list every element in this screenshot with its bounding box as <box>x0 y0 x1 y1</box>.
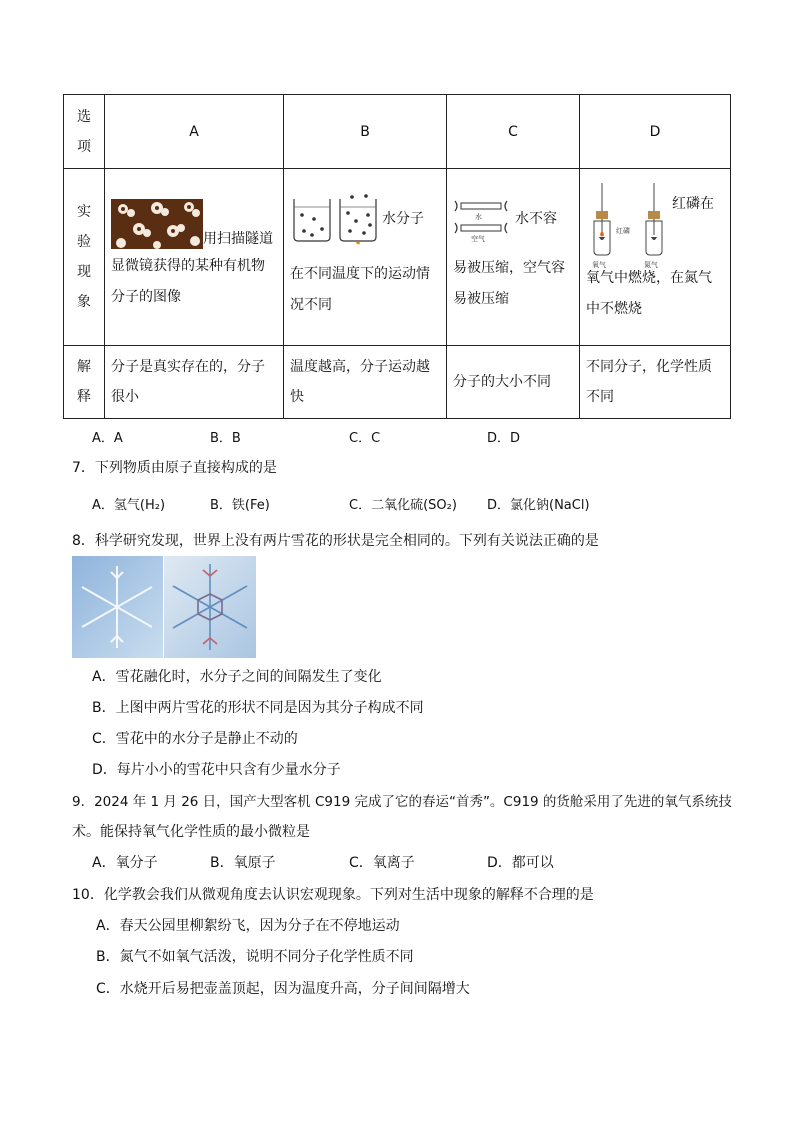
q6-option-c: C．C <box>349 431 381 446</box>
explain-label-cell <box>64 346 105 419</box>
q7-stem: 7．下列物质由原子直接构成的是 <box>72 460 277 476</box>
q8-option-d: D．每片小小的雪花中只含有少量水分子 <box>92 762 341 778</box>
q8-option-a: A．雪花融化时，水分子之间的间隔发生了变化 <box>92 669 382 685</box>
phenomenon-c-caption-inline: 水不容 <box>515 211 557 227</box>
q9-option-a: A．氧分子 <box>92 855 158 871</box>
phenomenon-a-caption-rest: 显微镜获得的某种有机物分子的图像 <box>111 258 265 305</box>
phenomenon-row <box>64 169 731 346</box>
q9-stem-line2: 术。能保持氧气化学性质的最小微粒是 <box>72 824 310 840</box>
q7-option-b: B．铁(Fe) <box>210 498 270 513</box>
q6-option-d: D．D <box>487 431 521 446</box>
q9-option-b: B．氧原子 <box>210 855 276 871</box>
fig-label-phosphorus: 红磷 <box>616 227 630 235</box>
explain-a: 分子是真实存在的，分子很小 <box>105 346 284 419</box>
q8-option-c: C．雪花中的水分子是静止不动的 <box>92 731 298 747</box>
q10-option-c: C．水烧开后易把壶盖顶起，因为温度升高，分子间间隔增大 <box>96 981 470 997</box>
q8-option-b: B．上图中两片雪花的形状不同是因为其分子构成不同 <box>92 700 424 716</box>
header-option-cell <box>64 95 105 169</box>
phenomenon-label: 实 验 现 象 <box>77 204 91 310</box>
q7-option-a: A．氢气(H₂) <box>92 498 166 513</box>
header-c: C <box>447 95 580 169</box>
phenomenon-b-cell <box>284 169 447 346</box>
syringe-compression-figure <box>453 195 511 243</box>
header-b: B <box>284 95 447 169</box>
beaker-molecules-figure <box>290 193 380 245</box>
phenomenon-c-caption-rest: 易被压缩，空气容易被压缩 <box>453 260 565 307</box>
phenomenon-d-caption-rest: 氧气中燃烧，在氮气中不燃烧 <box>586 270 712 317</box>
phenomenon-d-caption-inline: 红磷在 <box>672 196 714 212</box>
stm-molecule-image <box>111 199 203 249</box>
explain-label: 解 释 <box>77 359 91 405</box>
explain-row <box>64 346 731 419</box>
q9-option-d: D．都可以 <box>487 855 554 871</box>
phenomenon-label-cell <box>64 169 105 346</box>
phenomenon-c-cell <box>447 169 580 346</box>
q9-option-c: C．氧离子 <box>349 855 415 871</box>
q7-option-d: D．氯化钠(NaCl) <box>487 498 590 513</box>
header-d: D <box>580 95 731 169</box>
explain-d: 不同分子，化学性质不同 <box>580 346 731 419</box>
gas-bottles-figure <box>586 181 676 271</box>
q6-option-a: A．A <box>92 431 123 446</box>
phenomenon-a-cell <box>105 169 284 346</box>
phenomenon-b-caption-inline: 水分子 <box>382 211 424 227</box>
fig-label-nitrogen: 氮气 <box>644 261 658 269</box>
snowflake-photos <box>72 556 256 658</box>
phenomenon-a-caption-inline: 用扫描隧道 <box>203 231 273 247</box>
q10-stem: 10．化学教会我们从微观角度去认识宏观现象。下列对生活中现象的解释不合理的是 <box>72 887 594 903</box>
phenomenon-b-caption-rest: 在不同温度下的运动情况不同 <box>290 266 430 313</box>
q10-option-b: B．氮气不如氧气活泼，说明不同分子化学性质不同 <box>96 949 414 965</box>
q8-stem: 8．科学研究发现，世界上没有两片雪花的形状是完全相同的。下列有关说法正确的是 <box>72 533 599 549</box>
q9-stem-line1: 9．2024 年 1 月 26 日，国产大型客机 C919 完成了它的春运“首秀”。C919 的货舱采用了先进的氧气系统技 <box>72 794 732 810</box>
explain-c: 分子的大小不同 <box>447 346 580 419</box>
fig-label-oxygen: 氧气 <box>592 261 606 269</box>
header-option-label: 选 项 <box>77 108 91 155</box>
question-6-table <box>63 94 731 419</box>
q6-option-b: B．B <box>210 431 241 446</box>
header-a: A <box>105 95 284 169</box>
table-header-row <box>64 95 731 169</box>
explain-b: 温度越高，分子运动越快 <box>284 346 447 419</box>
fig-label-water: 水 <box>475 213 482 221</box>
q7-option-c: C．二氧化硫(SO₂) <box>349 498 457 513</box>
fig-label-air: 空气 <box>471 235 485 243</box>
q10-option-a: A．春天公园里柳絮纷飞，因为分子在不停地运动 <box>96 918 400 934</box>
phenomenon-d-cell <box>580 169 731 346</box>
